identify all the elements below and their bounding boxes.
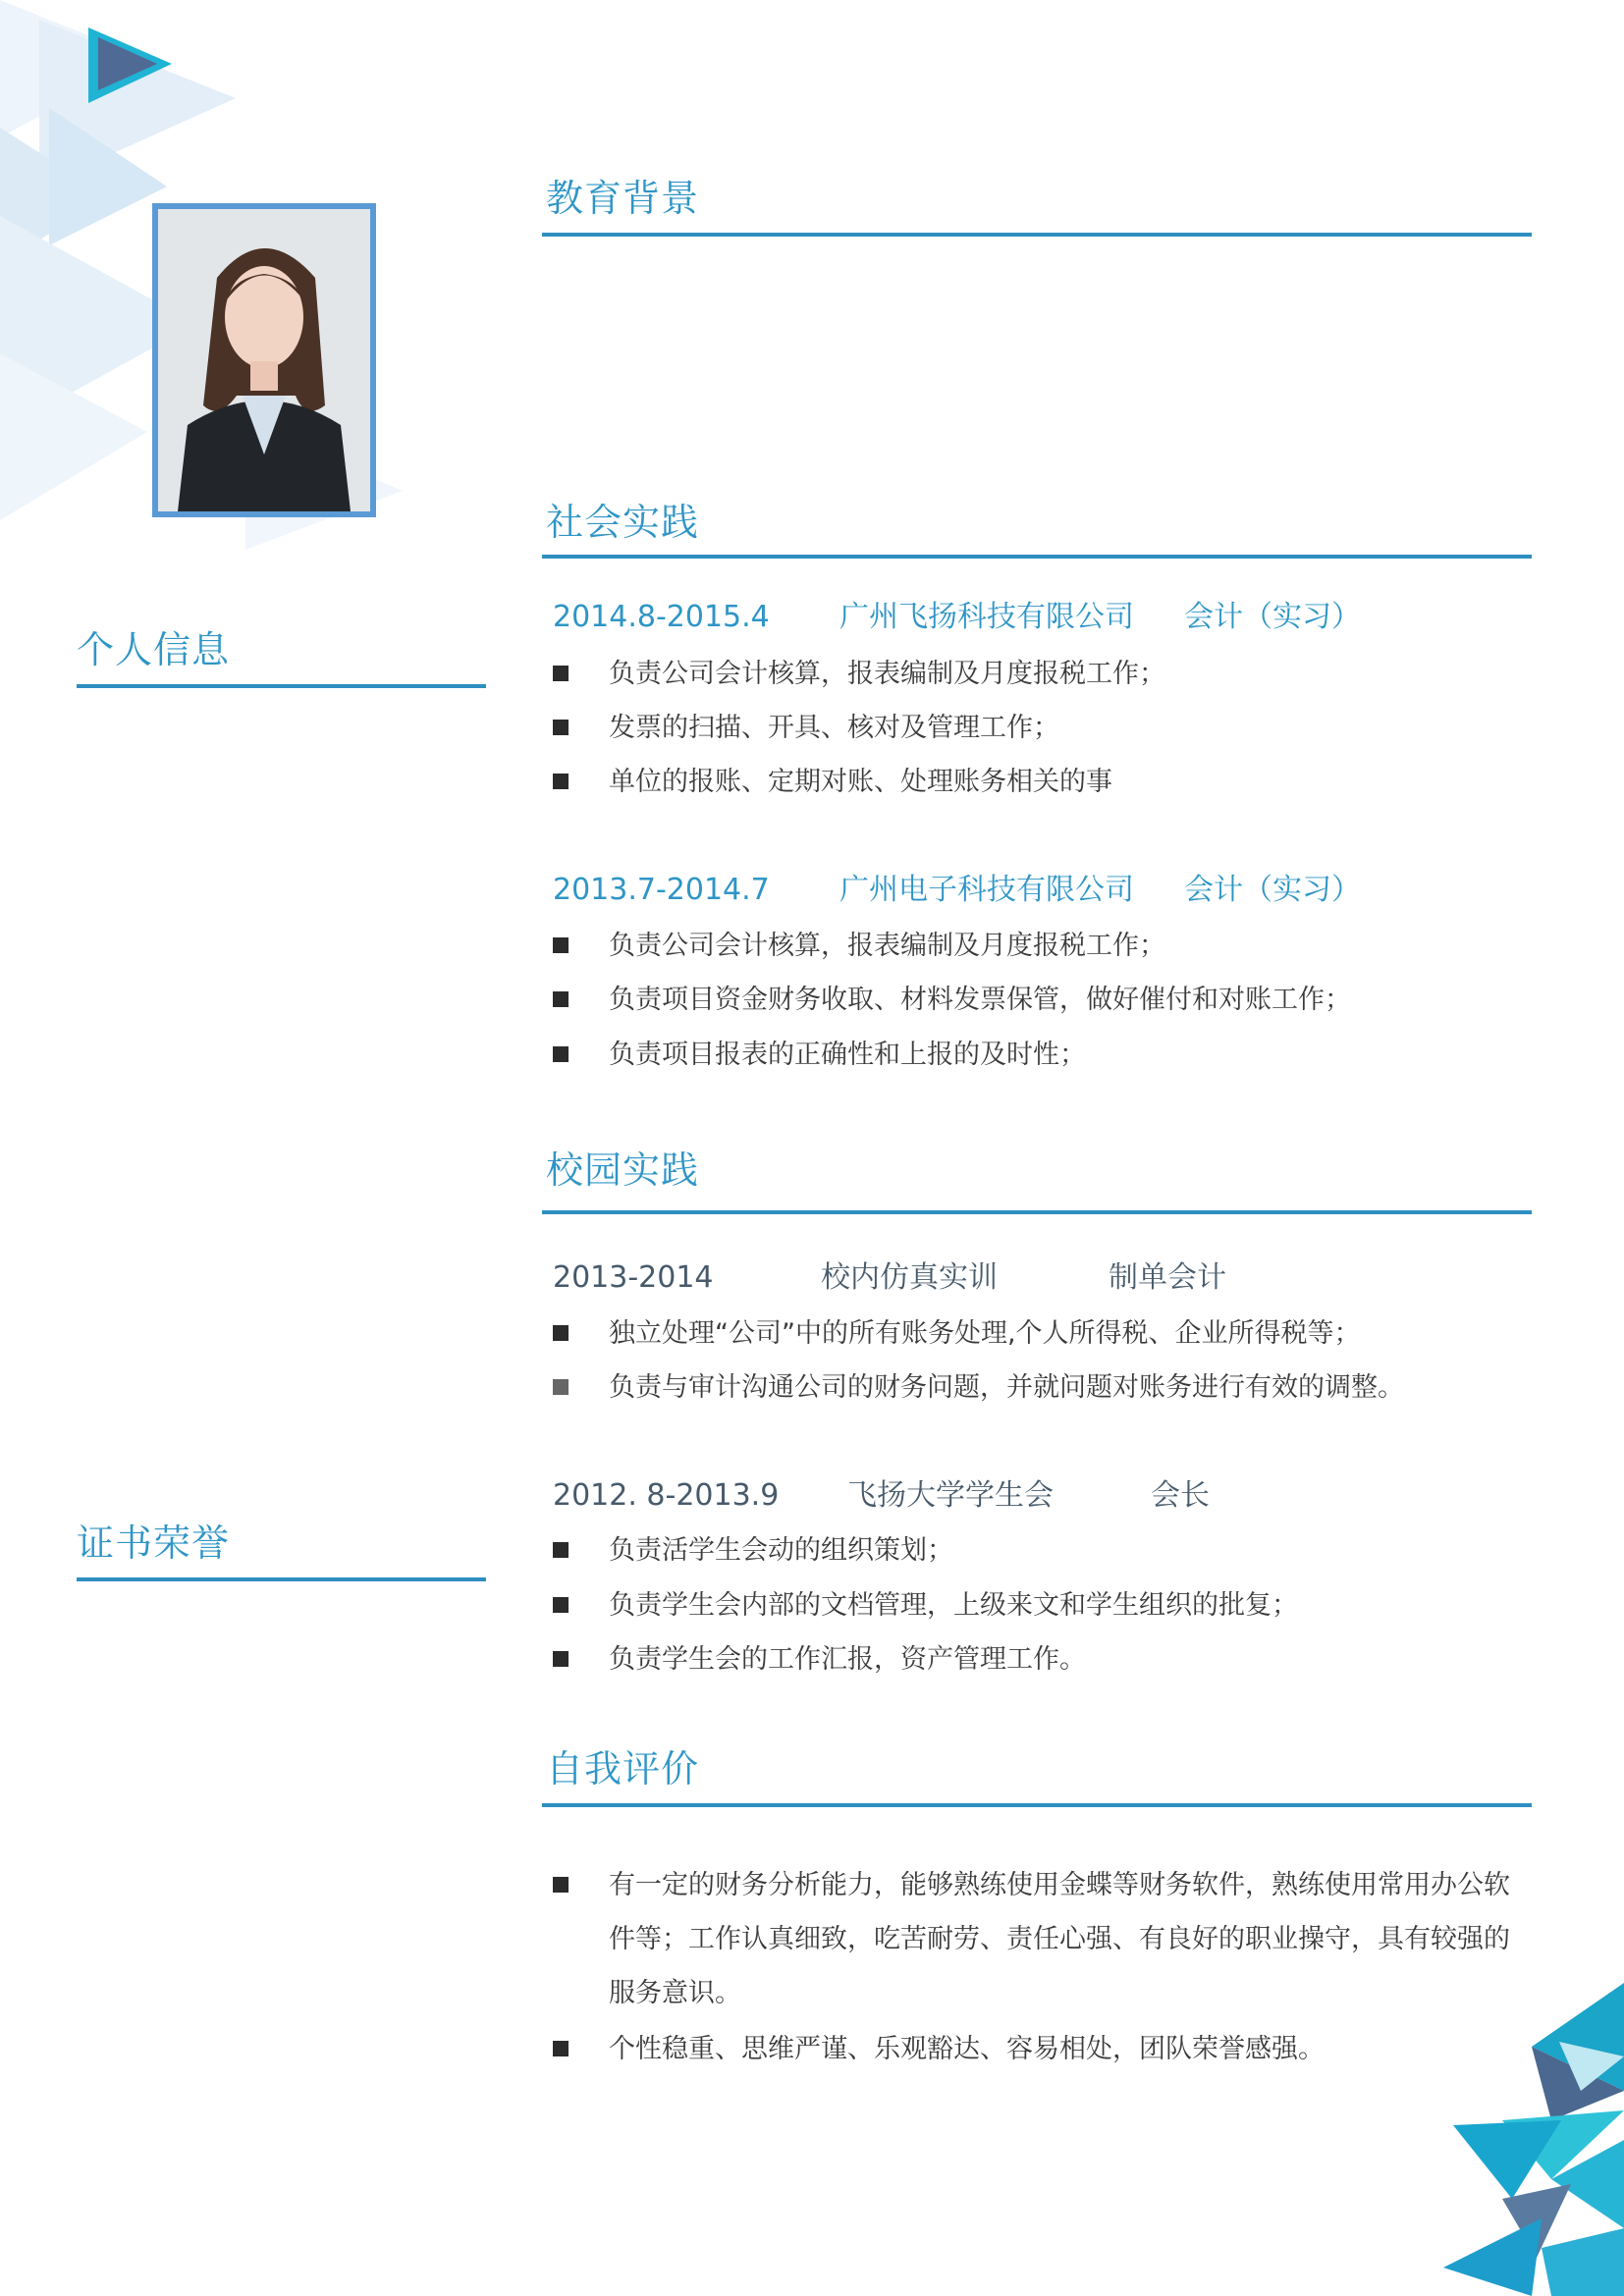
bullet-square-icon [553,1651,568,1667]
entry-role: 制单会计 [1109,1260,1226,1295]
profile-photo [152,203,376,517]
bullet-square-icon [553,937,568,953]
entry-period: 2013.7-2014.7 [553,873,770,907]
heading-social-practice: 社会实践 [546,501,700,544]
entry-period: 2014.8-2015.4 [553,600,770,634]
self-evaluation-rule [542,1803,1532,1807]
bullet-square-icon [553,1325,568,1341]
bullet-square-icon [553,1597,568,1613]
personal-info-rule [77,684,486,688]
heading-self-evaluation: 自我评价 [546,1747,700,1790]
education-rule [542,233,1532,237]
entry-role: 会长 [1151,1478,1210,1513]
bullet-square-icon [553,1379,568,1395]
bullet-square-icon [553,1542,568,1558]
heading-personal-info: 个人信息 [77,628,231,671]
entry-role: 会计（实习） [1184,600,1361,634]
heading-education: 教育背景 [546,177,700,220]
entry-org: 校内仿真实训 [821,1260,998,1295]
entry-period: 2012. 8-2013.9 [553,1478,780,1513]
bullet-square-icon [553,666,568,681]
heading-certificates: 证书荣誉 [77,1522,231,1565]
bullet-square-icon [553,720,568,735]
heading-campus-practice: 校园实践 [546,1148,700,1192]
bullet-square-icon [553,2041,568,2056]
entry-company: 广州飞扬科技有限公司 [839,600,1134,634]
decorative-triangles-bottom-right [1443,1973,1624,2296]
bullet-square-icon [553,991,568,1007]
social-practice-rule [542,555,1532,559]
bullet-square-icon [553,774,568,789]
person-portrait-icon [158,209,370,511]
entry-company: 广州电子科技有限公司 [839,873,1134,907]
entry-org: 飞扬大学学生会 [847,1478,1054,1513]
campus-practice-rule [542,1210,1532,1214]
self-evaluation-item: 有一定的财务分析能力，能够熟练使用金蝶等财务软件，熟练使用常用办公软件等；工作认真细致，吃苦耐劳、责任心强、有良好的职业操守，具有较强的服务意识。 [609,1870,1510,2008]
certificates-rule [77,1577,486,1581]
bullet-square-icon [553,1877,568,1893]
entry-role: 会计（实习） [1184,873,1361,907]
bullet-square-icon [553,1046,568,1062]
entry-period: 2013-2014 [553,1260,714,1295]
